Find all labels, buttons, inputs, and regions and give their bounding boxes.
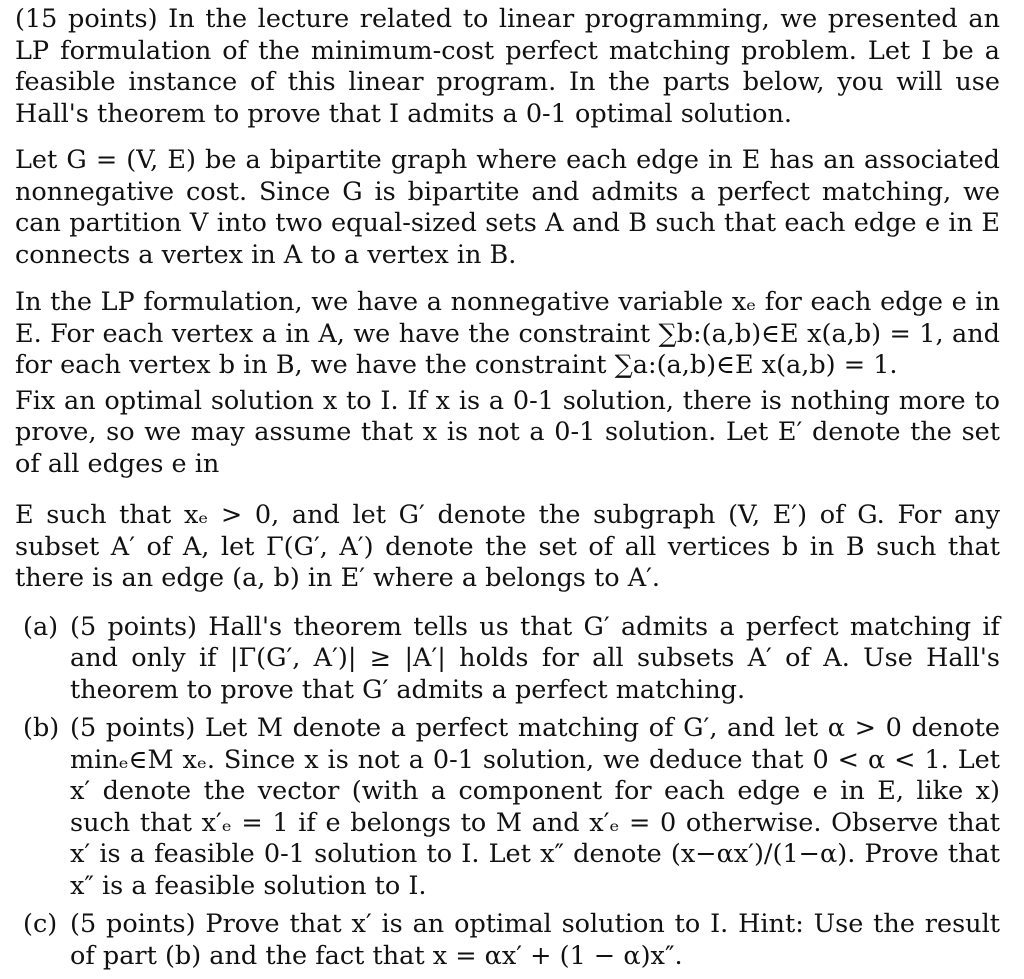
part-text: (5 points) Hall's theorem tells us that G′ admits a perfect matching if and only if |Γ(G′, A′)| ≥ |A′| holds for all subsets A′ of A. Use Hall's theorem to prove that G′ admits a perfect matching. (70, 611, 1000, 705)
part-b (15, 713, 1000, 902)
part-label: (a) (23, 611, 59, 642)
part-c (15, 909, 1000, 972)
part-label: (b) (23, 713, 60, 743)
problem-document (15, 4, 1000, 979)
part-text: (5 points) Prove that x′ is an optimal solution to I. Hint: Use the result of part (b) and the fact that x = αx′ + (1 − α)x″. (70, 909, 1000, 971)
subgraph-definition-paragraph: E such that xₑ > 0, and let G′ denote the subgraph (V, E′) of G. For any subset A′ of A, let Γ(G′, A′) denote the set of all vertices b in B such that there is an edge (a, b) in E′ where a belongs to A′. (15, 500, 1000, 593)
graph-definition-paragraph: Let G = (V, E) be a bipartite graph where each edge in E has an associated nonnegative cost. Since G is bipartite and admits a perfect matching, we can partition V into two equal-sized sets A and B such that each edge e in E connects a vertex in A to a vertex in B. (15, 145, 1000, 270)
lp-formulation-paragraph: In the LP formulation, we have a nonnegative variable xₑ for each edge e in E. For each vertex a in A, we have the constraint ∑b:(a,b)∈E x(a,b) = 1, and for each vertex b in B, we have the constraint ∑a:(a,b)∈E x(a,b) = 1. (15, 287, 1000, 380)
intro-paragraph: (15 points) In the lecture related to linear programming, we presented an LP formulation of the minimum-cost perfect matching problem. Let I be a feasible instance of this linear program. In the parts below, you will use Hall's theorem to prove that I admits a 0-1 optimal solution. (15, 4, 1000, 129)
optimal-solution-paragraph: Fix an optimal solution x to I. If x is a 0-1 solution, there is nothing more to prove, so we may assume that x is not a 0-1 solution. Let E′ denote the set of all edges e in (15, 385, 1000, 479)
part-a (15, 612, 1000, 707)
problem-parts-list (15, 612, 1000, 973)
part-text: (5 points) Let M denote a perfect matching of G′, and let α > 0 denote minₑ∈M xₑ. Since x is not a 0-1 solution, we deduce that 0 < α < 1. Let x′ denote the vector (with a component for each edge e in E, like x) such that x′ₑ = 1 if e belongs to M and x′ₑ = 0 otherwise. Observe that x′ is a feasible 0-1 solution to I. Let x″ denote (x−αx′)/(1−α). Prove that x″ is a feasible solution to I. (70, 713, 1000, 901)
part-label: (c) (23, 909, 58, 939)
